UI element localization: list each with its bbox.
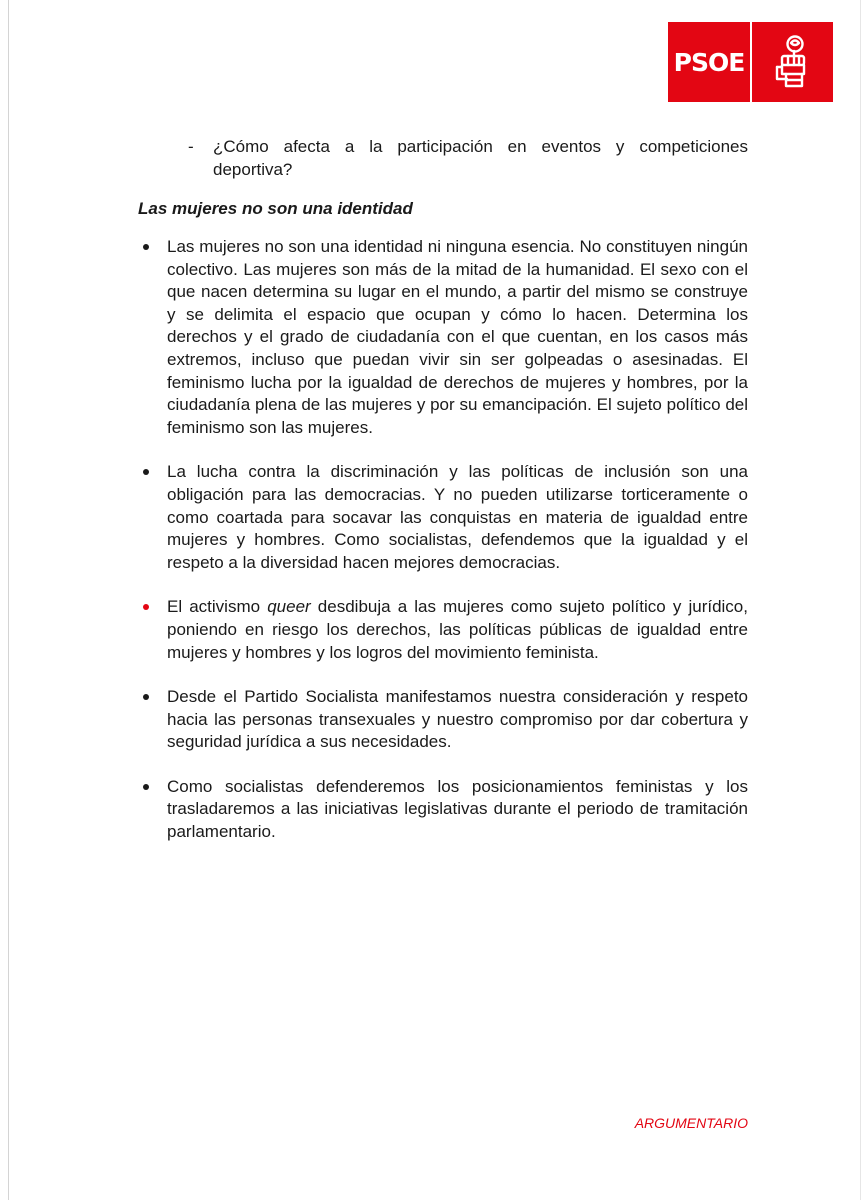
dash-list-item (138, 135, 748, 181)
bullet-text: Las mujeres no son una identidad ni ninguna esencia. No constituyen ningún colectivo. Las mujeres son más de la mitad de la humanidad. El sexo con el que nacen determina su lugar en el mundo, a partir del mismo se construye y se delimita el espacio que ocupan y cómo lo hacen. Determina los derechos y el grado de ciudadanía con el que cuentan, en los casos más extremos, incluso que puedan vivir sin ser golpeadas o asesinadas. El feminismo lucha por la igualdad de derechos de mujeres y hombres, por la ciudadanía plena de las mujeres y por su emancipación. El sujeto político del feminismo son las mujeres. (167, 237, 748, 437)
dash-marker: - (188, 137, 194, 156)
bullet-dot-icon (143, 694, 149, 700)
bullet-dot-icon (143, 604, 149, 610)
document-body (138, 135, 748, 866)
psoe-logo (668, 22, 833, 102)
bullet-dot-icon (143, 469, 149, 475)
bullet-text-emphasis: queer (267, 597, 311, 617)
bullet-list (138, 236, 748, 844)
bullet-text: Como socialistas defenderemos los posicionamientos feministas y los trasladaremos a las iniciativas legislativas durante el periodo de tramitación parlamentario. (167, 776, 748, 842)
bullet-text: La lucha contra la discriminación y las políticas de inclusión son una obligación para las democracias. Y no pueden utilizarse torticeramente o como coartada para socavar las conquistas en materia de igualdad entre mujeres y hombres. Como socialistas, defendemos que la igualdad y el respeto a la diversidad hacen mejores democracias. (167, 462, 748, 572)
bullet-text-start: El activismo (167, 597, 268, 617)
fist-and-rose-icon (752, 22, 833, 102)
logo-wordmark: PSOE (668, 22, 750, 102)
bullet-item (138, 461, 748, 574)
bullet-text-end: desdibuja a las mujeres como sujeto político y jurídico, poniendo en riesgo los derechos, las políticas públicas de igualdad entre mujeres y hombres y los logros del movimiento feminista. (167, 597, 748, 662)
bullet-text: Desde el Partido Socialista manifestamos nuestra consideración y respeto hacia las personas transexuales y nuestro compromiso por dar cobertura y seguridad jurídica a sus necesidades. (167, 687, 748, 752)
bullet-item (138, 776, 748, 844)
bullet-item (138, 236, 748, 439)
section-heading: Las mujeres no son una identidad (138, 199, 413, 218)
footer-label: ARGUMENTARIO (634, 1115, 748, 1131)
bullet-item (138, 596, 748, 664)
bullet-item (138, 686, 748, 754)
bullet-dot-icon (143, 244, 149, 250)
dash-item-text: ¿Cómo afecta a la participación en eventos y competiciones deportiva? (213, 137, 748, 179)
document-page (8, 0, 861, 1200)
bullet-dot-icon (143, 784, 149, 790)
